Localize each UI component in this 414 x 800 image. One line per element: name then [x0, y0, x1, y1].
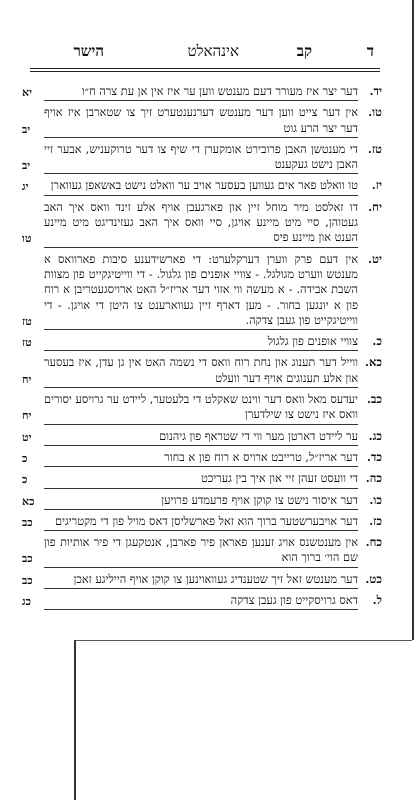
- entry-number: יז.: [371, 178, 382, 193]
- entry-page-number: כ: [22, 451, 28, 465]
- entry-number: כח.: [365, 535, 382, 550]
- entry-number: כו.: [369, 492, 382, 507]
- header-rule-double: [30, 71, 380, 72]
- entry-page-number: טו: [22, 232, 32, 246]
- toc-entry: [22, 84, 382, 101]
- entry-number: כד.: [366, 449, 382, 464]
- entry-title: יעדעס מאל וואס דער ווינט שאקלט די בלעטער, ליידט ער גרויסע יסורים וואס איז נישט צו שילדערן: [44, 392, 358, 425]
- entry-page-number: כ: [22, 473, 28, 487]
- entry-number: ל.: [372, 593, 382, 608]
- toc-entry: [22, 535, 382, 568]
- entry-number: יט.: [368, 251, 382, 266]
- entry-page-number: כב: [22, 552, 33, 566]
- toc-entry: [22, 105, 382, 138]
- entry-number: כב.: [366, 392, 382, 407]
- running-header: [36, 42, 374, 64]
- toc-entry: [22, 142, 382, 175]
- entry-number: כט.: [365, 571, 382, 586]
- toc-entry: [22, 429, 382, 446]
- entry-number: כז.: [369, 513, 382, 528]
- entry-title: דאס גרויסקייט פון געבן צדקה: [44, 593, 358, 610]
- entry-title: דער מענטש זאל זיך שטענדיג געוואוינען צו קוקן אויף הייליגע זאכן: [44, 572, 358, 589]
- entry-page-number: יח: [22, 372, 32, 386]
- entry-number: יח.: [368, 199, 382, 214]
- entry-title: די מענטשן האבן פרובירט אומקערן די שיף צו דער טרוקעניש, אבער זיי האבן נישט געקענט: [44, 142, 358, 175]
- toc-entry: [22, 392, 382, 425]
- blank-area: [74, 640, 412, 800]
- entry-number: כג.: [368, 428, 382, 443]
- entry-title: דער איסור נישט צו קוקן אויף פרעמדע פרויען: [44, 493, 358, 510]
- header-page-letter: ד: [366, 42, 374, 60]
- entry-page-number: יח: [22, 409, 32, 423]
- toc-entry: [22, 200, 382, 248]
- entry-title: דער יצר איז מעורר דעם מענטש ווען ער איז אין אן עת צרה ח״ו: [44, 84, 358, 101]
- toc-entry: [22, 572, 382, 589]
- entry-number: טו.: [368, 105, 382, 120]
- entry-title: אין דעם פרק ווערן דערקלערט: די פארשידענע סיבות פארוואס א מענטש ווערט מגולגל. - צוויי אופנים פון גלגול. - די ווייטיגקייט פון מצוות השבת אבידה. - א מעשה ווי אזוי דער אריז״ל האט ארויסגעטריבן א רוח פון א יונגען בחור. - מען דארף זיין געווארענט צו היטן די אויגן. - די ווייטיגקייט פון געבן צדקה.: [44, 252, 358, 330]
- entry-page-number: יט: [22, 430, 32, 444]
- table-of-contents: [22, 84, 382, 614]
- toc-entry: [22, 252, 382, 330]
- entry-page-number: כא: [22, 494, 35, 508]
- entry-title: דער אויבערשטער ברוך הוא זאל פארשליסן דאס מויל פון די מקטריגים: [44, 514, 358, 531]
- entry-title: צוויי אופנים פון גלגול: [44, 334, 358, 351]
- toc-entry: [22, 450, 382, 467]
- entry-title: ווייל דער תענוג און נחת רוח וואס די נשמה האט אין גן עדן, איז בעסער און אלע תענוגים אויף דער וועלט: [44, 355, 358, 388]
- toc-entry: [22, 593, 382, 610]
- entry-number: יד.: [369, 84, 382, 98]
- entry-title: טו וואלט פאר אים געווען בעסער אויב ער וואלט נישט באשאפן געווארן: [44, 178, 358, 195]
- entry-page-number: יא: [22, 86, 32, 99]
- entry-page-number: כג: [22, 595, 32, 609]
- entry-number: כ.: [372, 334, 382, 349]
- entry-page-number: יב: [22, 159, 31, 173]
- entry-title: דו זאלסט מיר מוחל זיין און פארגעבן אויף אלע זינד וואס איך האב געטוהן, סיי מיט מיינע אויגן, סיי וואס איך האב געזינדיגט מיט מיינע הענט און מיינע פיס: [44, 200, 358, 248]
- entry-title: אין מענטשנס אויג זענען פאראן פיר פארבן, אנטקעגן די פיר אותיות פון שם הוי׳ ברוך הוא: [44, 535, 358, 568]
- entry-page-number: יב: [22, 122, 31, 136]
- header-title: אינהאלט: [187, 42, 239, 60]
- entry-title: די וועסט זעהן זיי און איך בין געריכט: [44, 471, 358, 488]
- header-kav: קב: [296, 42, 312, 60]
- header-rule: [30, 68, 380, 69]
- toc-entry: [22, 514, 382, 531]
- entry-number: כה.: [365, 471, 382, 486]
- toc-entry: [22, 178, 382, 195]
- entry-page-number: טז: [22, 314, 32, 328]
- entry-title: דער אריז״ל, טרייבט ארויס א רוח פון א בחור: [44, 450, 358, 467]
- entry-page-number: כב: [22, 515, 33, 529]
- toc-entry: [22, 334, 382, 351]
- toc-entry: [22, 471, 382, 488]
- entry-page-number: טז: [22, 336, 32, 350]
- entry-number: טז.: [367, 141, 382, 156]
- toc-entry: [22, 355, 382, 388]
- entry-title: ער ליידט דארטן מער ווי די שטראף פון גיהנום: [44, 429, 358, 446]
- entry-page-number: יג: [22, 180, 29, 194]
- entry-page-number: כב: [22, 573, 33, 587]
- entry-number: כא.: [364, 355, 382, 370]
- header-hayashar: הישר: [73, 42, 104, 60]
- toc-entry: [22, 493, 382, 510]
- entry-title: אין דער צייט ווען דער מענטש דערנענטערט זיך צו שטארבן איז אויף דער יצר הרע גוט: [44, 105, 358, 138]
